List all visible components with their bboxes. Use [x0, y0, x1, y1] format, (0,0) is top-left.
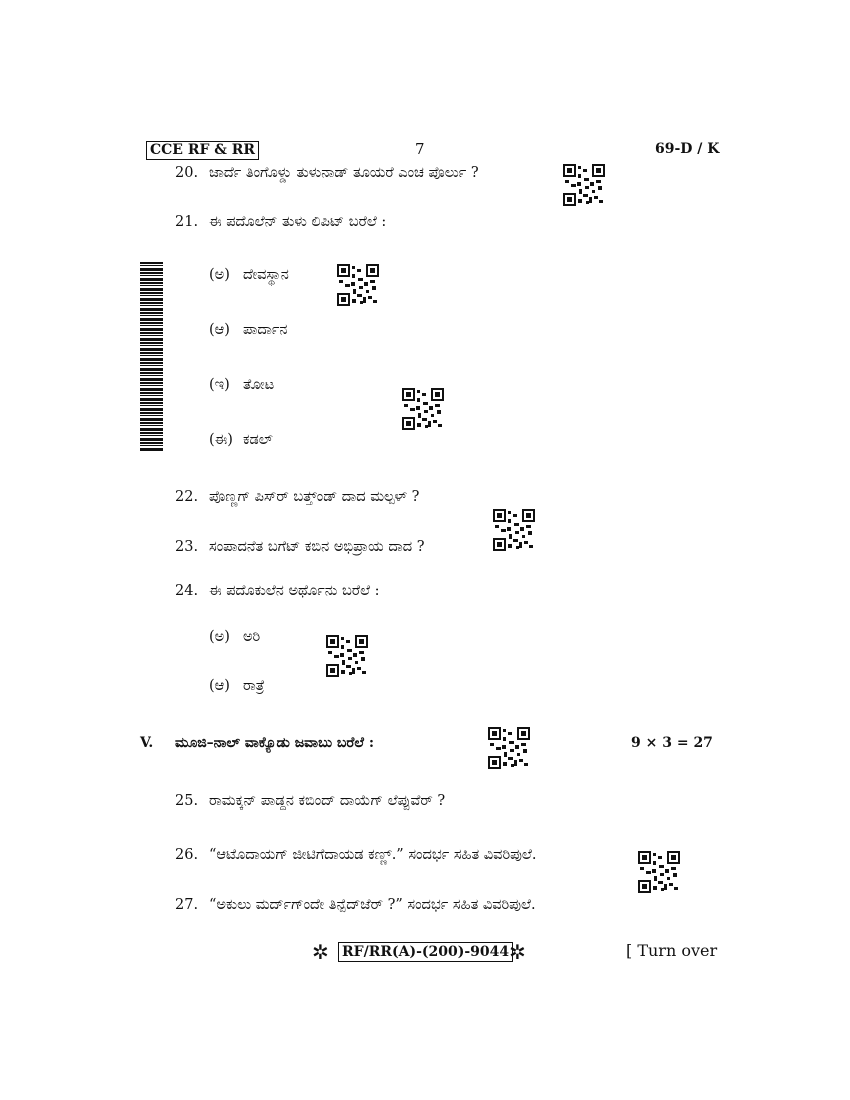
- footer-code-box: RF/RR(A)-(200)-9044: [338, 942, 513, 962]
- option-text: ಅರಿ: [243, 629, 261, 645]
- option-text: ತೋಟ: [243, 377, 275, 393]
- question-number: 26.: [175, 847, 199, 863]
- qr-code: [638, 851, 680, 893]
- qr-code: [402, 388, 444, 430]
- option-label: (ಇ): [209, 377, 230, 393]
- question-21: [175, 212, 386, 232]
- option-a: [209, 267, 289, 283]
- question-20: [175, 163, 479, 183]
- option-b: [209, 322, 287, 338]
- question-text: ಈ ಪದೊಲೆನ್ ತುಳು ಲಿಪಿಟ್ ಬರೆಲೆ :: [209, 214, 387, 230]
- question-text: ಪೊಣ್ಣಗ್ ಪಿಸ್‌ರ್ ಬತ್ತ್ಂಡ್ ದಾದ ಮಲ್ಪಳ್ ?: [209, 489, 420, 505]
- option-label: (ಆ): [209, 678, 230, 694]
- question-text: “ಆಟೊದಾಯಗ್ ಜೀಟಿಗೆದಾಯಡ ಕಣ್ಣ್.” ಸಂದರ್ಭ ಸಹಿತ ವಿವರಿಪುಲೆ.: [209, 847, 537, 863]
- question-22: [175, 487, 419, 507]
- section-number: V.: [140, 735, 154, 751]
- question-25: [175, 791, 445, 811]
- question-number: 21.: [175, 214, 199, 230]
- question-text: ಜಾರ್ದೆ ತಿಂಗೊಳ್ಡು ತುಳುನಾಡ್ ತೂಯರೆ ಎಂಚ ಪೊರ್ಲು ?: [209, 165, 479, 181]
- page-number: 7: [415, 140, 425, 158]
- option-text: ದೇವಸ್ಥಾನ: [243, 267, 289, 283]
- question-number: 20.: [175, 165, 199, 181]
- option-label: (ಅ): [209, 629, 230, 645]
- option-text: ರಾತ್ರೆ: [243, 678, 265, 694]
- paper-code: 69-D / K: [655, 141, 720, 157]
- qr-code: [493, 509, 535, 551]
- question-number: 27.: [175, 897, 199, 913]
- ornament-right-icon: ✲: [509, 940, 526, 964]
- option-a: [209, 629, 260, 645]
- question-27: [175, 895, 536, 915]
- ornament-left-icon: ✲: [312, 940, 329, 964]
- option-text: ಪಾರ್ದಾನ: [243, 322, 288, 338]
- question-text: ರಾಮಕ್ಕನ್ ಪಾಡ್ದನ ಕಬಿಂದ್ ದಾಯೆಗ್ ಲೆಪ್ಪುವೆರ್ ?: [209, 793, 446, 809]
- option-text: ಕಡಲ್: [243, 432, 273, 448]
- qr-code: [326, 635, 368, 677]
- option-d: [209, 432, 273, 448]
- question-text: “ಅಕುಲು ಮರ್ದ್‌ಗ್‌ಂದೇ ತಿನ್ಪೆದ್‌ಜೆರ್ ?” ಸಂದರ್ಭ ಸಹಿತ ವಿವರಿಪುಲೆ.: [209, 897, 536, 913]
- option-c: [209, 377, 274, 393]
- qr-code: [488, 727, 530, 769]
- question-number: 25.: [175, 793, 199, 809]
- option-label: (ಅ): [209, 267, 230, 283]
- question-number: 22.: [175, 489, 199, 505]
- header-box: CCE RF & RR: [146, 141, 259, 160]
- option-label: (ಈ): [209, 432, 233, 448]
- question-number: 23.: [175, 539, 199, 555]
- question-text: ಸಂಪಾದನೆತ ಬಗೆಟ್ ಕಬಿನ ಅಭಿಪ್ರಾಯ ದಾದ ?: [209, 539, 425, 555]
- section-title: ಮೂಜಿ–ನಾಲ್ ವಾಕ್ಯೊಡು ಜವಾಬು ಬರೆಲೆ :: [175, 735, 375, 751]
- qr-code: [337, 264, 379, 306]
- side-barcode: [140, 262, 163, 452]
- option-b: [209, 678, 265, 694]
- question-text: ಈ ಪದೊಕುಲೆನ ಅರ್ಥೊನು ಬರೆಲೆ :: [209, 583, 380, 599]
- qr-code: [563, 164, 605, 206]
- question-number: 24.: [175, 583, 199, 599]
- option-label: (ಆ): [209, 322, 230, 338]
- section-marks: 9 × 3 = 27: [631, 735, 713, 751]
- turn-over-label: [ Turn over: [626, 941, 718, 960]
- question-23: [175, 537, 425, 557]
- question-24: [175, 581, 380, 601]
- question-26: [175, 845, 537, 865]
